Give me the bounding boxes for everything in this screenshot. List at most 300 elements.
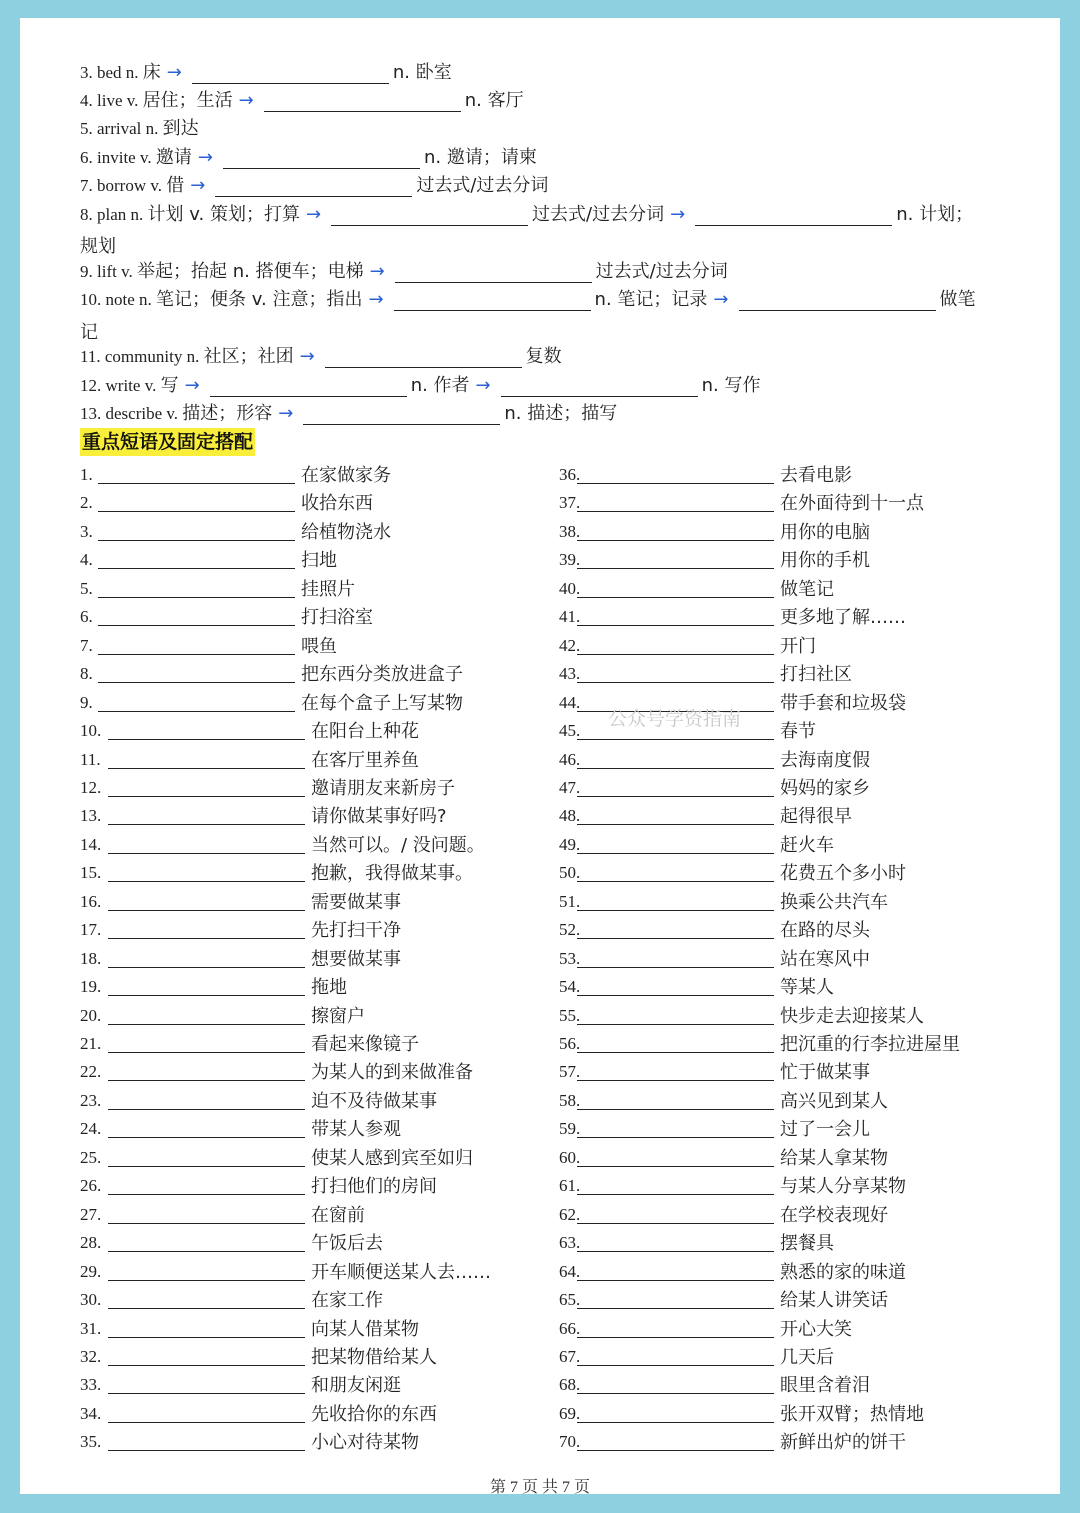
phrase-meaning: 开心大笑: [780, 1318, 852, 1340]
phrase-row: [559, 746, 999, 770]
vocab-headword: live: [97, 91, 127, 110]
answer-blank[interactable]: [577, 540, 774, 541]
phrase-number: 18.: [80, 948, 102, 968]
phrase-meaning: 给某人讲笑话: [780, 1290, 888, 1311]
phrase-number: 67.: [559, 1346, 581, 1366]
vocab-meaning: 邀请: [155, 147, 192, 168]
answer-blank[interactable]: [108, 938, 305, 939]
answer-blank[interactable]: [577, 995, 774, 996]
vocab-line: [80, 346, 562, 368]
answer-blank[interactable]: [98, 711, 295, 712]
vocab-continuation: 记: [80, 322, 98, 343]
phrase-number: 10.: [80, 721, 102, 740]
arrow-icon: →: [305, 204, 322, 225]
phrase-number: 69.: [559, 1403, 581, 1423]
vocab-number: 5.: [80, 119, 97, 138]
phrase-row: [559, 1172, 999, 1196]
phrase-number: 3.: [80, 521, 93, 541]
answer-blank[interactable]: [108, 1109, 305, 1110]
answer-blank[interactable]: [108, 1166, 305, 1167]
phrase-meaning: 把某物借给某人: [311, 1346, 437, 1368]
vocab-headword: plan: [97, 205, 131, 224]
answer-blank[interactable]: [739, 292, 936, 311]
answer-blank[interactable]: [192, 65, 389, 84]
phrase-meaning: 开门: [780, 635, 816, 657]
phrase-meaning: 打扫他们的房间: [311, 1176, 437, 1198]
phrase-number: 47.: [559, 778, 581, 797]
phrase-number: 6.: [80, 607, 93, 627]
vocab-form-label: 过去式/过去分词: [416, 175, 549, 196]
phrase-number: 49.: [559, 834, 581, 854]
answer-blank[interactable]: [108, 1194, 305, 1195]
phrase-number: 12.: [80, 778, 102, 797]
phrase-meaning: 把沉重的行李拉进屋里: [780, 1034, 960, 1055]
answer-blank[interactable]: [577, 824, 774, 825]
phrase-meaning: 迫不及待做某事: [311, 1090, 437, 1112]
answer-blank[interactable]: [108, 1308, 305, 1309]
answer-blank[interactable]: [577, 1251, 774, 1252]
phrase-row: [559, 1058, 999, 1082]
vocab-meaning: 到达: [162, 118, 199, 139]
phrase-row: [80, 774, 520, 798]
answer-blank[interactable]: [577, 967, 774, 968]
phrase-meaning: 忙于做某事: [780, 1062, 870, 1084]
phrase-meaning: 新鲜出炉的饼干: [780, 1432, 906, 1454]
phrase-row: [80, 1428, 520, 1452]
answer-blank[interactable]: [577, 768, 774, 769]
phrase-row: [80, 489, 520, 513]
answer-blank[interactable]: [108, 881, 305, 882]
vocab-pos: v.: [139, 148, 156, 167]
phrase-meaning: 换乘公共汽车: [780, 891, 888, 913]
vocab-form-label: 过去式/过去分词: [532, 204, 665, 225]
phrase-row: [559, 1144, 999, 1168]
phrase-row: [559, 774, 999, 798]
answer-blank[interactable]: [577, 597, 774, 598]
answer-blank[interactable]: [108, 1337, 305, 1338]
phrase-number: 27.: [80, 1204, 102, 1224]
answer-blank[interactable]: [108, 995, 305, 996]
answer-blank[interactable]: [577, 938, 774, 939]
phrase-row: [559, 603, 999, 627]
phrase-number: 65.: [559, 1290, 581, 1309]
answer-blank[interactable]: [98, 654, 295, 655]
phrases-heading: 重点短语及固定搭配: [80, 428, 255, 456]
answer-blank[interactable]: [98, 625, 295, 626]
phrase-row: [80, 575, 520, 599]
vocab-line: [80, 289, 976, 311]
phrase-row: [80, 689, 520, 713]
vocab-pos: v.: [166, 404, 183, 423]
arrow-icon: →: [184, 375, 200, 396]
answer-blank[interactable]: [577, 796, 774, 797]
answer-blank[interactable]: [577, 1365, 774, 1366]
phrase-row: [559, 916, 999, 940]
answer-blank[interactable]: [577, 1308, 774, 1309]
answer-blank[interactable]: [108, 824, 305, 825]
phrase-number: 34.: [80, 1403, 102, 1423]
answer-blank[interactable]: [577, 1024, 774, 1025]
vocab-meaning: 床: [142, 62, 161, 83]
phrase-number: 31.: [80, 1318, 102, 1338]
answer-blank[interactable]: [577, 682, 774, 683]
phrase-meaning: 在家工作: [311, 1290, 383, 1311]
phrase-number: 8.: [80, 664, 93, 684]
answer-blank[interactable]: [108, 1450, 305, 1451]
phrase-number: 29.: [80, 1261, 102, 1281]
vocab-number: 10.: [80, 290, 106, 309]
phrase-meaning: 眼里含着泪: [780, 1375, 870, 1397]
answer-blank[interactable]: [577, 483, 774, 484]
vocab-number: 7.: [80, 176, 97, 195]
phrase-meaning: 在学校表现好: [780, 1204, 888, 1226]
vocab-line: [80, 175, 548, 197]
vocab-pos: n.: [130, 205, 148, 224]
answer-blank[interactable]: [303, 406, 500, 425]
phrase-number: 61.: [559, 1176, 581, 1196]
phrase-row: [80, 1400, 520, 1424]
phrase-meaning: 带手套和垃圾袋: [780, 692, 906, 714]
answer-blank[interactable]: [577, 1194, 774, 1195]
phrase-meaning: 和朋友闲逛: [311, 1375, 401, 1397]
phrase-number: 46.: [559, 749, 581, 769]
phrase-number: 60.: [559, 1147, 581, 1167]
phrase-meaning: 张开双臂；热情地: [780, 1403, 924, 1425]
answer-blank[interactable]: [577, 1422, 774, 1423]
phrase-number: 42.: [559, 635, 581, 655]
answer-blank[interactable]: [108, 1080, 305, 1081]
phrase-row: [80, 461, 520, 485]
phrase-meaning: 几天后: [780, 1346, 834, 1368]
phrase-number: 51.: [559, 891, 581, 911]
answer-blank[interactable]: [331, 207, 528, 226]
phrase-number: 57.: [559, 1062, 581, 1082]
answer-blank[interactable]: [108, 1280, 305, 1281]
vocab-form-label: 做笔: [939, 289, 976, 310]
vocab-meaning: 居住；生活: [142, 90, 233, 111]
phrase-row: [559, 1400, 999, 1424]
phrase-number: 70.: [559, 1432, 581, 1452]
phrase-row: [80, 1343, 520, 1367]
phrase-meaning: 打扫浴室: [301, 607, 373, 629]
phrase-meaning: 抱歉，我得做某事。: [311, 863, 473, 885]
phrase-row: [559, 1428, 999, 1452]
phrase-meaning: 做笔记: [780, 578, 834, 600]
phrase-row: [80, 916, 520, 940]
phrase-number: 43.: [559, 664, 581, 684]
answer-blank[interactable]: [108, 1393, 305, 1394]
phrase-meaning: 更多地了解……: [780, 607, 906, 629]
phrase-meaning: 起得很早: [780, 806, 852, 828]
phrase-row: [559, 1343, 999, 1367]
phrase-meaning: 当然可以。/ 没问题。: [311, 834, 485, 856]
phrase-number: 9.: [80, 692, 93, 712]
phrase-meaning: 打扫社区: [780, 664, 852, 686]
phrase-number: 63.: [559, 1233, 581, 1253]
vocab-meaning: 借: [166, 175, 185, 196]
phrase-row: [80, 1172, 520, 1196]
vocab-pos: n.: [125, 63, 143, 82]
phrase-meaning: 用你的电脑: [780, 521, 870, 543]
phrase-meaning: 在阳台上种花: [311, 721, 419, 742]
answer-blank[interactable]: [577, 1393, 774, 1394]
phrase-meaning: 使某人感到宾至如归: [311, 1147, 473, 1169]
answer-blank[interactable]: [108, 768, 305, 769]
phrase-row: [80, 746, 520, 770]
answer-blank[interactable]: [98, 540, 295, 541]
phrase-meaning: 妈妈的家乡: [780, 778, 870, 799]
arrow-icon: →: [670, 204, 686, 225]
answer-blank[interactable]: [577, 1280, 774, 1281]
vocab-headword: write: [105, 376, 145, 395]
answer-blank[interactable]: [108, 1223, 305, 1224]
answer-blank[interactable]: [108, 1365, 305, 1366]
phrase-row: [80, 1030, 520, 1054]
answer-blank[interactable]: [98, 568, 295, 569]
answer-blank[interactable]: [108, 1422, 305, 1423]
vocab-form-label: 复数: [525, 346, 562, 367]
phrase-row: [559, 888, 999, 912]
phrase-row: [80, 1144, 520, 1168]
phrase-number: 28.: [80, 1233, 102, 1253]
phrase-number: 13.: [80, 806, 102, 826]
phrase-number: 68.: [559, 1375, 581, 1395]
watermark: 公众号学资指南: [608, 708, 742, 730]
answer-blank[interactable]: [108, 1052, 305, 1053]
vocab-number: 8.: [80, 205, 97, 224]
vocab-form-label: n. 描述；描写: [504, 403, 618, 424]
answer-blank[interactable]: [577, 1109, 774, 1110]
answer-blank[interactable]: [577, 1052, 774, 1053]
phrase-number: 56.: [559, 1034, 581, 1053]
answer-blank[interactable]: [98, 511, 295, 512]
phrase-meaning: 先打扫干净: [311, 920, 401, 942]
vocab-pos: v.: [144, 376, 161, 395]
phrase-number: 4.: [80, 550, 93, 570]
phrase-meaning: 熟悉的家的味道: [780, 1261, 906, 1283]
arrow-icon: →: [190, 175, 206, 196]
answer-blank[interactable]: [577, 1080, 774, 1081]
phrase-number: 26.: [80, 1176, 102, 1196]
answer-blank[interactable]: [577, 1166, 774, 1167]
vocab-meaning: 描述；形容: [182, 403, 273, 424]
vocab-number: 6.: [80, 148, 97, 167]
phrase-meaning: 过了一会儿: [780, 1119, 870, 1141]
phrase-row: [559, 1258, 999, 1282]
answer-blank[interactable]: [108, 739, 305, 740]
phrase-meaning: 春节: [780, 721, 816, 742]
answer-blank[interactable]: [577, 910, 774, 911]
phrase-meaning: 用你的手机: [780, 550, 870, 572]
arrow-icon: →: [369, 261, 385, 282]
vocab-line: [80, 403, 617, 425]
answer-blank[interactable]: [108, 1251, 305, 1252]
phrase-number: 55.: [559, 1005, 581, 1025]
phrase-row: [559, 1371, 999, 1395]
answer-blank[interactable]: [395, 264, 592, 283]
phrase-meaning: 赶火车: [780, 834, 834, 856]
answer-blank[interactable]: [577, 1337, 774, 1338]
phrase-meaning: 想要做某事: [311, 948, 401, 970]
phrase-meaning: 擦窗户: [311, 1005, 365, 1027]
arrow-icon: →: [278, 403, 294, 424]
vocab-line: [80, 204, 973, 226]
phrase-number: 41.: [559, 607, 581, 627]
phrase-row: [559, 831, 999, 855]
phrase-meaning: 摆餐具: [780, 1233, 834, 1255]
answer-blank[interactable]: [210, 378, 407, 397]
phrase-meaning: 需要做某事: [311, 891, 401, 913]
phrase-row: [80, 1229, 520, 1253]
phrase-number: 53.: [559, 948, 581, 968]
phrase-row: [559, 546, 999, 570]
phrase-meaning: 在每个盒子上写某物: [301, 692, 463, 714]
answer-blank[interactable]: [695, 207, 892, 226]
vocab-number: 12.: [80, 376, 106, 395]
phrase-number: 38.: [559, 521, 581, 541]
vocab-number: 9.: [80, 262, 97, 281]
phrase-number: 24.: [80, 1119, 102, 1139]
phrase-row: [559, 859, 999, 883]
answer-blank[interactable]: [98, 682, 295, 683]
vocab-meaning: 社区；社团: [203, 346, 294, 367]
phrase-meaning: 带某人参观: [311, 1119, 401, 1141]
answer-blank[interactable]: [577, 625, 774, 626]
vocab-headword: bed: [97, 63, 126, 82]
answer-blank[interactable]: [215, 178, 412, 197]
phrase-meaning: 花费五个多小时: [780, 863, 906, 885]
answer-blank[interactable]: [325, 349, 522, 368]
phrase-number: 23.: [80, 1090, 102, 1110]
phrase-meaning: 去海南度假: [780, 749, 870, 771]
answer-blank[interactable]: [577, 568, 774, 569]
answer-blank[interactable]: [98, 597, 295, 598]
phrase-row: [80, 1087, 520, 1111]
answer-blank[interactable]: [577, 739, 774, 740]
answer-blank[interactable]: [577, 881, 774, 882]
phrase-number: 36.: [559, 465, 581, 484]
phrase-meaning: 扫地: [301, 550, 337, 572]
phrase-meaning: 收拾东西: [301, 493, 373, 515]
arrow-icon: →: [299, 346, 315, 367]
phrase-number: 15.: [80, 863, 102, 883]
phrase-meaning: 午饭后去: [311, 1233, 383, 1255]
answer-blank[interactable]: [108, 967, 305, 968]
worksheet-page: [20, 18, 1060, 1494]
phrase-number: 64.: [559, 1261, 581, 1281]
phrase-row: [80, 1058, 520, 1082]
phrase-meaning: 在客厅里养鱼: [311, 749, 419, 771]
arrow-icon: →: [475, 375, 491, 396]
answer-blank[interactable]: [501, 378, 698, 397]
vocab-meaning: 计划 v. 策划；打算: [147, 204, 300, 225]
vocab-pos: v.: [126, 91, 143, 110]
answer-blank[interactable]: [577, 1137, 774, 1138]
answer-blank[interactable]: [264, 93, 461, 112]
phrase-number: 66.: [559, 1318, 581, 1338]
phrase-number: 44.: [559, 692, 581, 712]
phrase-number: 40.: [559, 578, 581, 598]
phrase-number: 11.: [80, 749, 101, 769]
phrase-meaning: 喂鱼: [301, 635, 337, 657]
phrase-row: [80, 802, 520, 826]
phrase-row: [559, 575, 999, 599]
phrase-meaning: 在窗前: [311, 1204, 365, 1226]
answer-blank[interactable]: [108, 910, 305, 911]
vocab-pos: n.: [145, 119, 163, 138]
phrase-number: 52.: [559, 920, 581, 940]
answer-blank[interactable]: [577, 853, 774, 854]
phrase-row: [559, 945, 999, 969]
phrase-row: [559, 1030, 999, 1054]
phrase-row: [80, 888, 520, 912]
phrase-row: [80, 945, 520, 969]
phrase-row: [559, 802, 999, 826]
phrase-meaning: 在路的尽头: [780, 920, 870, 942]
arrow-icon: →: [368, 289, 384, 310]
vocab-line: [80, 147, 537, 169]
answer-blank[interactable]: [98, 483, 295, 484]
vocab-number: 11.: [80, 347, 105, 366]
phrase-meaning: 请你做某事好吗?: [311, 806, 447, 828]
phrase-row: [559, 632, 999, 656]
vocab-meaning: 举起；抬起 n. 搭便车；电梯: [137, 261, 364, 282]
phrase-number: 54.: [559, 977, 581, 997]
answer-blank[interactable]: [577, 511, 774, 512]
answer-blank[interactable]: [108, 1024, 305, 1025]
vocab-line: [80, 118, 199, 140]
phrase-meaning: 给某人拿某物: [780, 1147, 888, 1169]
vocab-meaning: 写: [160, 375, 179, 396]
answer-blank[interactable]: [108, 1137, 305, 1138]
phrase-number: 5.: [80, 578, 93, 598]
answer-blank[interactable]: [223, 150, 420, 169]
answer-blank[interactable]: [577, 654, 774, 655]
phrase-row: [559, 1286, 999, 1310]
phrase-row: [559, 1315, 999, 1339]
phrase-meaning: 在外面待到十一点: [780, 493, 924, 515]
vocab-form-label: n. 卧室: [392, 62, 452, 83]
vocab-form-label: n. 作者: [410, 375, 470, 396]
answer-blank[interactable]: [577, 1223, 774, 1224]
phrase-number: 19.: [80, 977, 102, 997]
answer-blank[interactable]: [577, 1450, 774, 1451]
phrase-row: [80, 546, 520, 570]
phrase-row: [80, 1315, 520, 1339]
vocab-number: 4.: [80, 91, 97, 110]
phrase-meaning: 快步走去迎接某人: [780, 1005, 924, 1027]
phrase-number: 37.: [559, 493, 581, 513]
phrase-row: [80, 717, 520, 741]
vocab-form-label: n. 笔记；记录: [594, 289, 708, 310]
phrase-meaning: 与某人分享某物: [780, 1176, 906, 1198]
phrase-number: 62.: [559, 1204, 581, 1224]
arrow-icon: →: [713, 289, 729, 310]
phrase-row: [80, 518, 520, 542]
vocab-line: [80, 375, 761, 397]
phrase-row: [80, 603, 520, 627]
vocab-form-label: 过去式/过去分词: [595, 261, 728, 282]
phrase-row: [559, 1229, 999, 1253]
phrase-row: [559, 489, 999, 513]
answer-blank[interactable]: [394, 292, 591, 311]
phrase-row: [559, 1002, 999, 1026]
phrase-row: [559, 1115, 999, 1139]
phrase-number: 35.: [80, 1432, 102, 1452]
vocab-pos: n.: [186, 347, 204, 366]
answer-blank[interactable]: [108, 853, 305, 854]
answer-blank[interactable]: [108, 796, 305, 797]
